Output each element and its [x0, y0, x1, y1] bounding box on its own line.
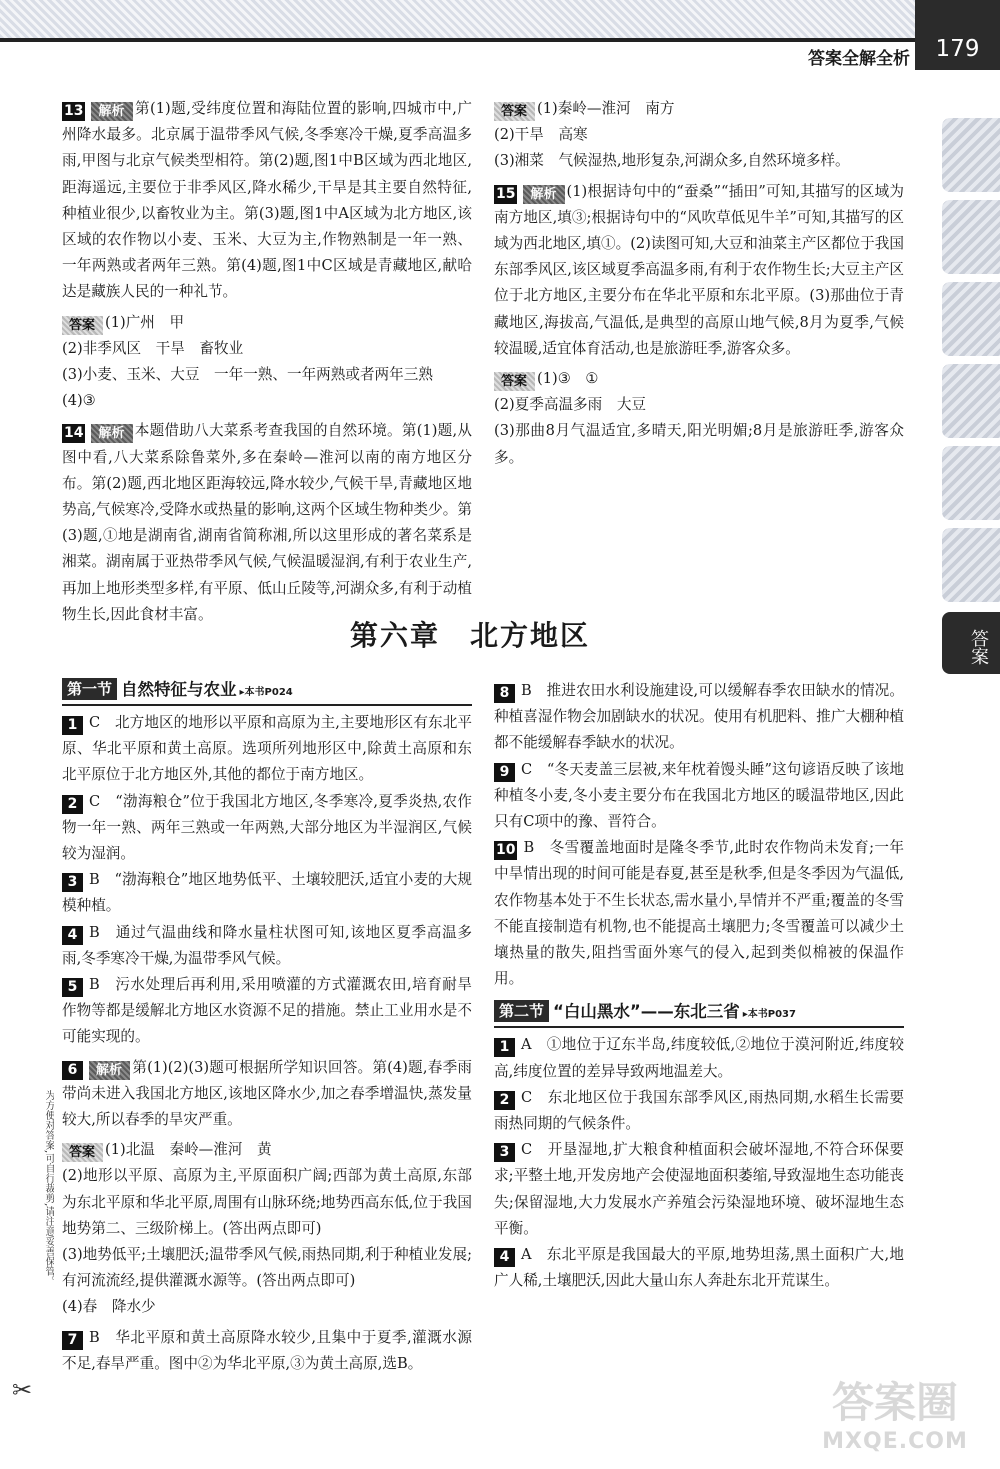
- s2-item-2: 2 C 东北地区位于我国东部季风区,雨热同期,水稻生长需要雨热同期的气候条件。: [494, 1088, 904, 1133]
- s1-item-3: 3 B “渤海粮仓”地区地势低平、土壤较肥沃,适宜小麦的大规模种植。: [62, 871, 472, 915]
- margin-note: 为方便对答案,可自行裁剪,请注意妥善保管。: [43, 1090, 54, 1287]
- q13-analysis: 13 解析 第(1)题,受纬度位置和海陆位置的影响,四城市中,广州降水最多。北京属于温带季风气候,冬季寒冷干燥,夏季高温多雨,甲图与北京气候类型相符。第(2)题,图1中B区域为西北地区,距海遥远,主要位于非季风区,降水稀少,干旱是其主要自然特征,种植业很少,以畜牧业为主。第(3)题,图1中A区域为北方地区,该区域的农作物以小麦、玉米、大豆为主,作物熟制是一年一熟、一年两熟或者两年三熟。第(4)题,图1中C区域是青藏地区,献哈达是藏族人民的一种礼节。: [62, 100, 472, 301]
- side-tab-4[interactable]: [942, 364, 1000, 438]
- s1-item-10: 10 B 冬雪覆盖地面时是隆冬季节,此时农作物尚未发育;一年中旱情出现的时间可能是春夏,甚至是秋季,但是冬季因为气温低,农作物基本处于不生长状态,需水量小,旱情并不严重;覆盖的冬雪不能直接制造有机物,也不能提高土壤肥力;冬雪覆盖可以减少土壤热量的散失,阻挡雪面外寒气的侵入,起到类似棉被的保温作用。: [494, 839, 904, 988]
- analysis-tag: 解析: [89, 1061, 130, 1080]
- q13-answer-3: (3)小麦、玉米、大豆 一年一熟、一年两熟或者两年三熟: [62, 366, 433, 384]
- running-title: 答案全解全析: [808, 49, 910, 69]
- section-ref: ▸本书P037: [742, 1009, 796, 1021]
- q6-answer-4: (4)春 降水少: [62, 1298, 156, 1316]
- scissors-icon: ✂: [12, 1376, 33, 1404]
- s1-item-4: 4 B 通过气温曲线和降水量柱状图可知,该地区夏季高温多雨,冬季寒冷干燥,为温带季风气候。: [62, 923, 472, 967]
- watermark-url: MXQE.COM: [822, 1429, 968, 1454]
- q15-analysis: 15 解析 (1)根据诗句中的“蚕桑”“插田”可知,其描写的区域为南方地区,填③;根据诗句中的“风吹草低见牛羊”可知,其描写的区域为西北地区,填①。(2)读图可知,大豆和油菜主产区都位于我国东部季风区,该区域夏季高温多雨,有利于农作物生长;大豆主产区位于北方地区,主要分布在华北平原和东北平原。(3)那曲位于青藏地区,海拔高,气温低,是典型的高原山地气候,8月为夏季,气候较温暖,适宜体育活动,也是旅游旺季,游客众多。: [494, 182, 904, 357]
- q13-number: 13: [64, 103, 84, 119]
- section-ref: ▸本书P024: [239, 687, 293, 698]
- s1-item-9: 9 C “冬天麦盖三层被,来年枕着馒头睡”这句谚语反映了该地种植冬小麦,冬小麦主要分布在我国北方地区的暖温带地区,因此只有C项中的豫、晋符合。: [494, 760, 904, 831]
- q14-number: 14: [64, 425, 84, 442]
- q13-answer-4: (4)③: [62, 392, 96, 410]
- analysis-tag: 解析: [91, 102, 132, 121]
- s1-item-2: 2 C “渤海粮仓”位于我国北方地区,冬季寒冷,夏季炎热,农作物一年一熟、两年三熟或一年两熟,大部分地区为半湿润区,气候较为湿润。: [62, 792, 472, 863]
- section-title: “白山黑水”——东北三省: [553, 1002, 740, 1022]
- section-tag: 第二节: [494, 1000, 549, 1022]
- s2-item-4: 4 A 东北平原是我国最大的平原,地势坦荡,黑土面积广大,地广人稀,土壤肥沃,因此大量山东人奔赴东北开荒谋生。: [494, 1246, 904, 1290]
- analysis-tag: 解析: [523, 185, 564, 204]
- answer-tag: 答案: [62, 316, 103, 335]
- side-tab-3[interactable]: [942, 282, 1000, 356]
- q15-number: 15: [496, 185, 516, 202]
- q13-answer-2: (2)非季风区 干旱 畜牧业: [62, 339, 244, 357]
- q15-answer-2: (2)夏季高温多雨 大豆: [494, 396, 647, 414]
- q6-answer-2: (2)地形以平原、高原为主,平原面积广阔;西部为黄土高原,东部为东北平原和华北平原,周围有山脉环绕;地势西高东低,位于我国地势第二、三级阶梯上。(答出两点即可): [62, 1167, 472, 1237]
- lower-right-column: [494, 678, 904, 1294]
- q13-answer-1: 答案 (1)广州 甲: [62, 310, 472, 336]
- s1-item-7: 7 B 华北平原和黄土高原降水较少,且集中于夏季,灌溉水源不足,春旱严重。图中②为华北平原,③为黄土高原,选B。: [62, 1328, 472, 1372]
- section-2-header: [494, 1000, 904, 1028]
- q14-answer-2: (2)干旱 高寒: [494, 126, 588, 144]
- s2-item-1: 1 A ①地位于辽东半岛,纬度较低,②地位于漠河附近,纬度较高,纬度位置的差异导致两地温差大。: [494, 1036, 904, 1080]
- analysis-tag: 解析: [91, 424, 132, 443]
- s1-item-1: 1 C 北方地区的地形以平原和高原为主,主要地形区有东北平原、华北平原和黄土高原。选项所列地形区中,除黄土高原和东北平原位于北方地区外,其他的都位于南方地区。: [62, 714, 472, 784]
- s1-item-5: 5 B 污水处理后再利用,采用喷灌的方式灌溉农田,培育耐旱作物等都是缓解北方地区水资源不足的措施。禁止工业用水是不可能实现的。: [62, 976, 472, 1046]
- upper-left-column: [62, 96, 472, 628]
- q6-analysis: 6 解析 第(1)(2)(3)题可根据所学知识回答。第(4)题,春季雨带尚未进入我国北方地区,该地区降水少,加之春季增温快,蒸发量较大,所以春季的旱灾严重。: [62, 1058, 472, 1129]
- header-rule: [0, 38, 915, 42]
- side-tab-6[interactable]: [942, 528, 1000, 602]
- side-tab-2[interactable]: [942, 200, 1000, 274]
- section-title: 自然特征与农业: [121, 680, 237, 699]
- page-number: 179: [915, 0, 1000, 70]
- q15-answer-3: (3)那曲8月气温适宜,多晴天,阳光明媚;8月是旅游旺季,游客众多。: [494, 422, 904, 466]
- chapter-title: 第六章 北方地区: [349, 619, 590, 652]
- side-tab-5[interactable]: [942, 446, 1000, 520]
- side-tab-answers[interactable]: 答案: [942, 612, 1000, 674]
- q14-analysis: 14 解析 本题借助八大菜系考查我国的自然环境。第(1)题,从图中看,八大菜系除鲁菜外,多在秦岭—淮河以南的南方地区分布。第(2)题,西北地区距海较远,降水较少,气候干旱,青藏地区地势高,气候寒冷,受降水或热量的影响,这两个区域生物种类少。第(3)题,①地是湖南省,湖南省简称湘,所以这里形成的著名菜系是湘菜。湖南属于亚热带季风气候,气候温暖湿润,有利于农业生产,再加上地形类型多样,有平原、低山丘陵等,河湖众多,有利于动植物生长,因此食材丰富。: [62, 422, 472, 623]
- watermark-logo: 答案圈: [831, 1378, 958, 1427]
- upper-right-column: [494, 96, 904, 471]
- s2-item-3: 3 C 开垦湿地,扩大粮食种植面积会破坏湿地,不符合环保要求;平整土地,开发房地产会使湿地面积萎缩,导致湿地生态功能丧失;保留湿地,大力发展水产养殖会污染湿地环境、破坏湿地生态平衡。: [494, 1141, 904, 1237]
- side-tab-1[interactable]: [942, 118, 1000, 192]
- q14-answer-1: 答案 (1)秦岭—淮河 南方: [494, 96, 904, 122]
- watermark: [800, 1378, 990, 1463]
- s1-item-8: 8 B 推进农田水利设施建设,可以缓解春季农田缺水的情况。种植喜湿作物会加剧缺水的状况。使用有机肥料、推广大棚种植都不能缓解春季缺水的状况。: [494, 682, 904, 752]
- q15-answer-1: 答案 (1)③ ①: [494, 366, 904, 392]
- q14-answer-3: (3)湘菜 气候湿热,地形复杂,河湖众多,自然环境多样。: [494, 152, 850, 170]
- lower-left-column: [62, 678, 472, 1377]
- section-1-header: [62, 678, 472, 706]
- header-pattern: [0, 0, 915, 38]
- q6-answer-1: 答案 (1)北温 秦岭—淮河 黄: [62, 1137, 472, 1163]
- answer-tag: 答案: [62, 1143, 103, 1162]
- answer-tag: 答案: [494, 372, 535, 391]
- answer-tag: 答案: [494, 102, 535, 121]
- q6-answer-3: (3)地势低平;土壤肥沃;温带季风气候,雨热同期,利于种植业发展;有河流流经,提供灌溉水源等。(答出两点即可): [62, 1246, 472, 1290]
- section-tag: 第一节: [62, 678, 117, 700]
